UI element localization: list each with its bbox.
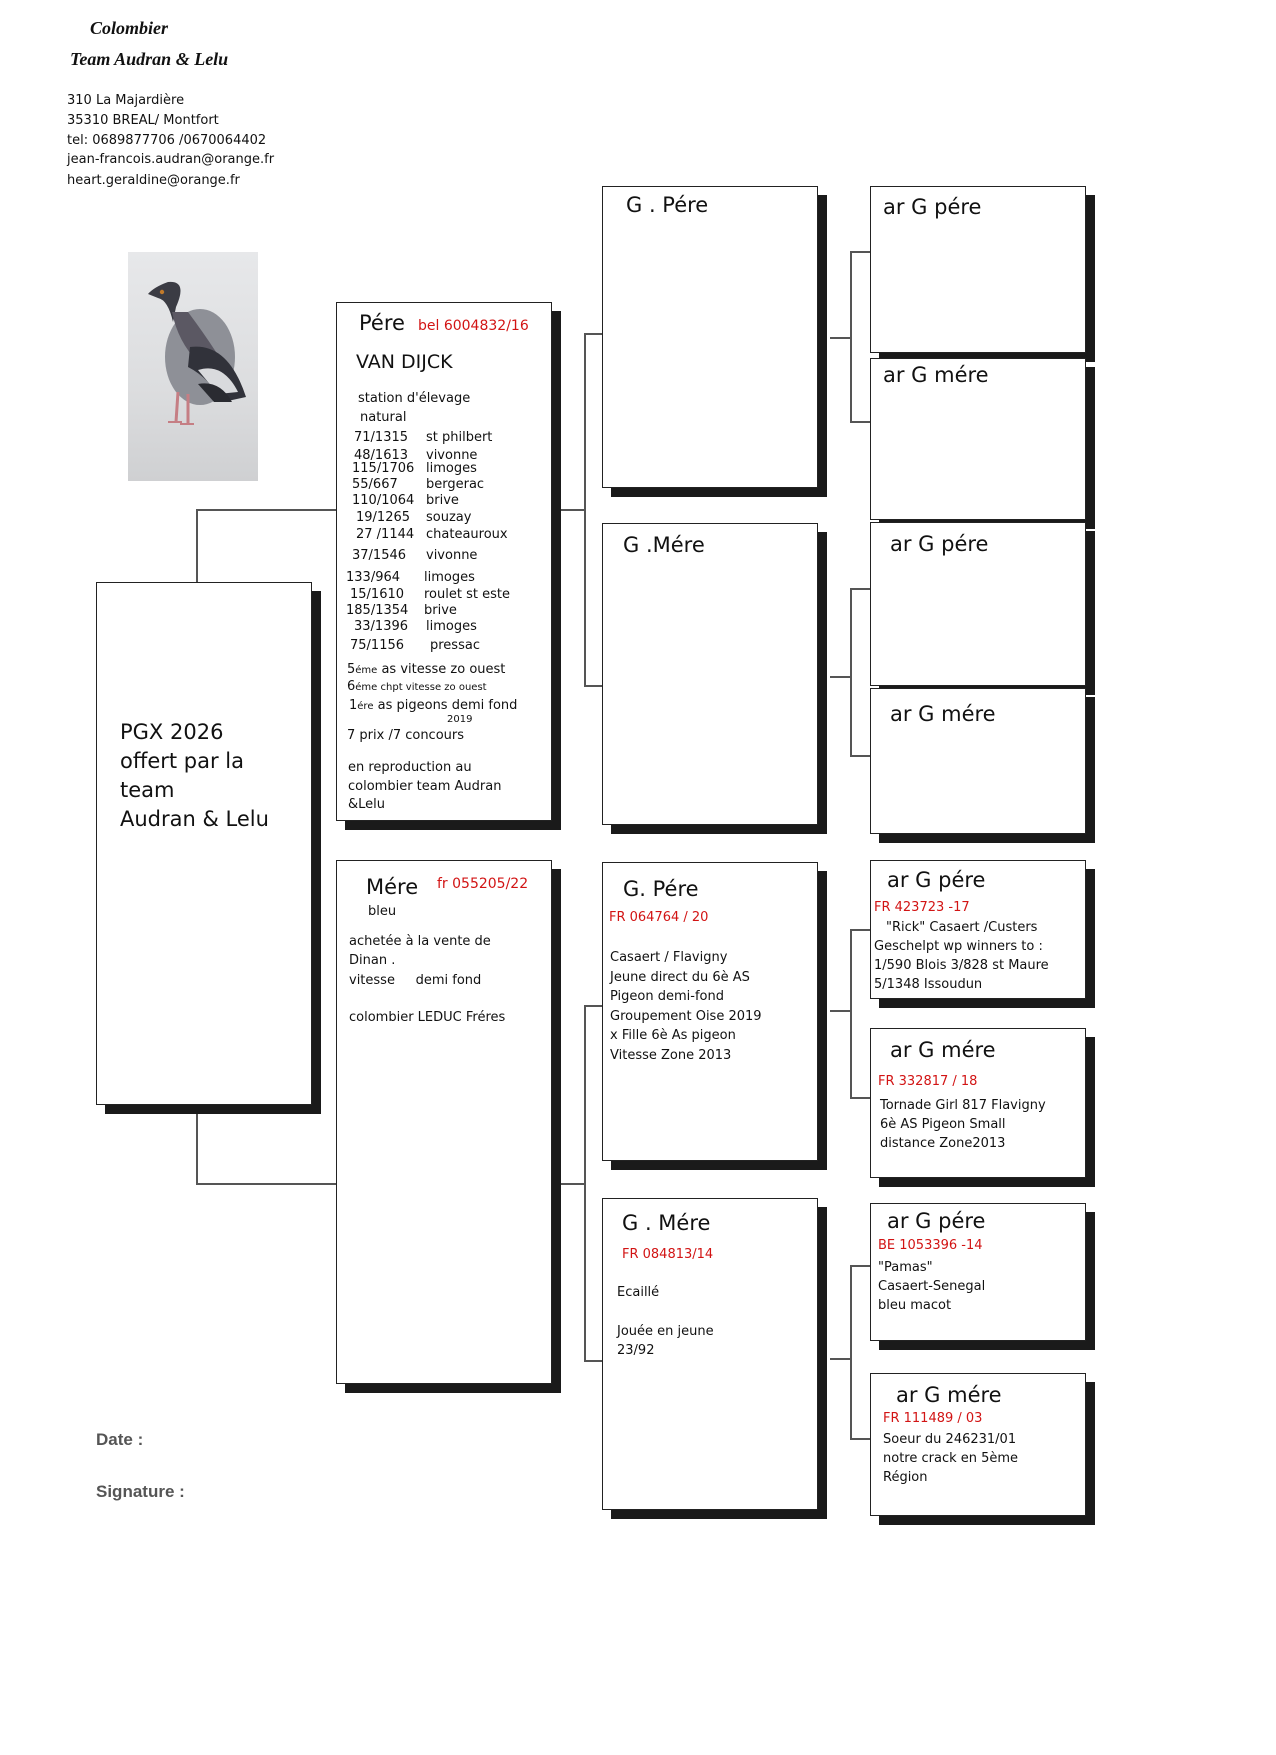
grandsire-paternal-label: G . Pére (626, 193, 709, 217)
connector (584, 333, 586, 685)
result-row: 15/1610 roulet st este (350, 587, 510, 602)
note-line: 6è AS Pigeon Small (880, 1117, 1006, 1132)
connector (850, 1265, 870, 1267)
ggp-8-notes (883, 1430, 1018, 1487)
ggp-5-notes (874, 918, 1049, 994)
pere-prizes: 7 prix /7 concours (347, 728, 465, 743)
email-1: jean-francois.audran@orange.fr (67, 152, 275, 167)
result-row: 48/1613 vivonne (354, 448, 478, 463)
connector (552, 1183, 585, 1185)
connector (850, 588, 870, 590)
note-line: "Rick" Casaert /Custers (886, 920, 1038, 935)
connector (584, 1005, 602, 1007)
ggp-5-label: ar G pére (887, 868, 986, 892)
ggp-7-notes (878, 1258, 985, 1315)
ggp-6-label: ar G mére (890, 1038, 996, 1062)
connector (830, 337, 850, 339)
connector (850, 1438, 870, 1440)
grandsire-maternal-label: G. Pére (623, 877, 699, 901)
pere-repro: en reproduction au (348, 760, 472, 775)
pigeon-photo (128, 252, 258, 481)
note-line: Pigeon demi-fond (610, 989, 724, 1004)
ggp-8-label: ar G mére (896, 1383, 1002, 1407)
connector (196, 509, 336, 511)
ggp-5-ring: FR 423723 -17 (874, 900, 970, 915)
subject-line: Audran & Lelu (120, 807, 269, 831)
mere-line: achetée à la vente de (349, 934, 491, 949)
subject-line: offert par la (120, 749, 244, 773)
ggp-1-label: ar G pére (883, 195, 982, 219)
subject-box (96, 582, 312, 1105)
connector (196, 509, 198, 582)
connector (552, 509, 585, 511)
result-row: 37/1546 vivonne (352, 548, 478, 563)
address-line-2: 35310 BREAL/ Montfort (67, 113, 219, 128)
grandsire-maternal-ring: FR 064764 / 20 (609, 910, 709, 925)
pere-award: 1ére as pigeons demi fond (349, 698, 518, 713)
subject-line: PGX 2026 (120, 720, 224, 744)
granddam-maternal-line: 23/92 (617, 1343, 655, 1358)
ggp-6-notes (880, 1096, 1046, 1153)
ggp-6-ring: FR 332817 / 18 (878, 1074, 978, 1089)
granddam-maternal-line: Ecaillé (617, 1285, 660, 1300)
note-line: 5/1348 Issoudun (874, 977, 983, 992)
result-row: 71/1315 st philbert (354, 430, 493, 445)
connector (584, 1360, 602, 1362)
connector (584, 333, 602, 335)
pere-repro: colombier team Audran (348, 779, 502, 794)
mere-line: vitesse demi fond (349, 973, 482, 988)
connector (850, 251, 870, 253)
connector (850, 929, 852, 1097)
mere-ring: fr 055205/22 (437, 876, 529, 892)
mere-breeder: colombier LEDUC Fréres (349, 1010, 506, 1025)
pere-repro: &Lelu (348, 797, 386, 812)
note-line: x Fille 6è As pigeon (610, 1028, 736, 1043)
pere-award-year: 2019 (447, 714, 473, 725)
result-row: 75/1156 pressac (350, 638, 480, 653)
connector (196, 1112, 198, 1184)
subject-line: team (120, 778, 175, 802)
pere-award: 6éme chpt vitesse zo ouest (347, 679, 487, 694)
phone: tel: 0689877706 /0670064402 (67, 133, 267, 148)
note-line: Casaert / Flavigny (610, 950, 728, 965)
result-row: 110/1064 brive (352, 493, 459, 508)
connector (584, 685, 602, 687)
connector (830, 676, 850, 678)
ggp-3-label: ar G pére (890, 532, 989, 556)
note-line: "Pamas" (878, 1260, 933, 1275)
connector (850, 1265, 852, 1438)
connector (850, 421, 870, 423)
connector (830, 1358, 850, 1360)
result-row: 185/1354 brive (346, 603, 457, 618)
ggp-7-label: ar G pére (887, 1209, 986, 1233)
note-line: 1/590 Blois 3/828 st Maure (874, 958, 1049, 973)
grandsire-paternal-box (602, 186, 818, 488)
granddam-paternal-box (602, 523, 818, 825)
result-row: 33/1396 limoges (354, 619, 477, 634)
granddam-paternal-label: G .Mére (623, 533, 705, 557)
connector (850, 929, 870, 931)
pere-note: natural (360, 410, 407, 425)
granddam-maternal-label: G . Mére (622, 1211, 711, 1235)
email-2: heart.geraldine@orange.fr (67, 173, 240, 188)
grandsire-maternal-notes (610, 948, 762, 1065)
note-line: Groupement Oise 2019 (610, 1008, 762, 1024)
note-line: Casaert-Senegal (878, 1279, 986, 1294)
ggp-4-label: ar G mére (890, 702, 996, 726)
connector (830, 1010, 850, 1012)
mere-label: Mére (366, 875, 419, 899)
header-subtitle: Team Audran & Lelu (70, 49, 229, 69)
result-row: 115/1706 limoges (352, 461, 477, 476)
result-row: 19/1265 souzay (356, 510, 472, 525)
note-line: notre crack en 5ème (883, 1451, 1019, 1466)
connector (584, 1005, 586, 1360)
mere-line: Dinan . (349, 953, 396, 968)
result-row: 55/667 bergerac (352, 477, 485, 492)
address-line-1: 310 La Majardière (67, 93, 185, 108)
connector (850, 1097, 870, 1099)
ggp-7-ring: BE 1053396 -14 (878, 1238, 983, 1253)
note-line: Tornade Girl 817 Flavigny (880, 1098, 1046, 1113)
note-line: Soeur du 246231/01 (883, 1432, 1017, 1447)
note-line: distance Zone2013 (880, 1136, 1006, 1151)
subject-text (120, 718, 269, 834)
signature-label: Signature : (96, 1482, 185, 1501)
ggp-2-label: ar G mére (883, 363, 989, 387)
note-line: bleu macot (878, 1298, 952, 1313)
granddam-maternal-line: Jouée en jeune (617, 1324, 714, 1339)
note-line: Jeune direct du 6è AS (610, 969, 750, 985)
connector (850, 251, 852, 421)
result-row: 133/964 limoges (346, 570, 475, 585)
pigeon-image (128, 252, 258, 481)
mere-color: bleu (368, 904, 397, 919)
result-row: 27 /1144 chateauroux (356, 527, 508, 542)
granddam-maternal-ring: FR 084813/14 (622, 1247, 714, 1262)
connector (850, 588, 852, 755)
date-label: Date : (96, 1430, 144, 1449)
header-title: Colombier (90, 18, 169, 38)
note-line: Vitesse Zone 2013 (610, 1047, 732, 1063)
note-line: Région (883, 1470, 928, 1485)
pere-note: station d'élevage (358, 391, 471, 406)
connector (196, 1183, 336, 1185)
pere-ring: bel 6004832/16 (418, 318, 529, 334)
pere-label: Pére (359, 311, 405, 335)
pere-award: 5éme as vitesse zo ouest (347, 662, 506, 677)
ggp-8-ring: FR 111489 / 03 (883, 1411, 983, 1426)
pere-name: VAN DIJCK (356, 351, 453, 373)
note-line: Geschelpt wp winners to : (874, 939, 1043, 954)
connector (850, 755, 870, 757)
